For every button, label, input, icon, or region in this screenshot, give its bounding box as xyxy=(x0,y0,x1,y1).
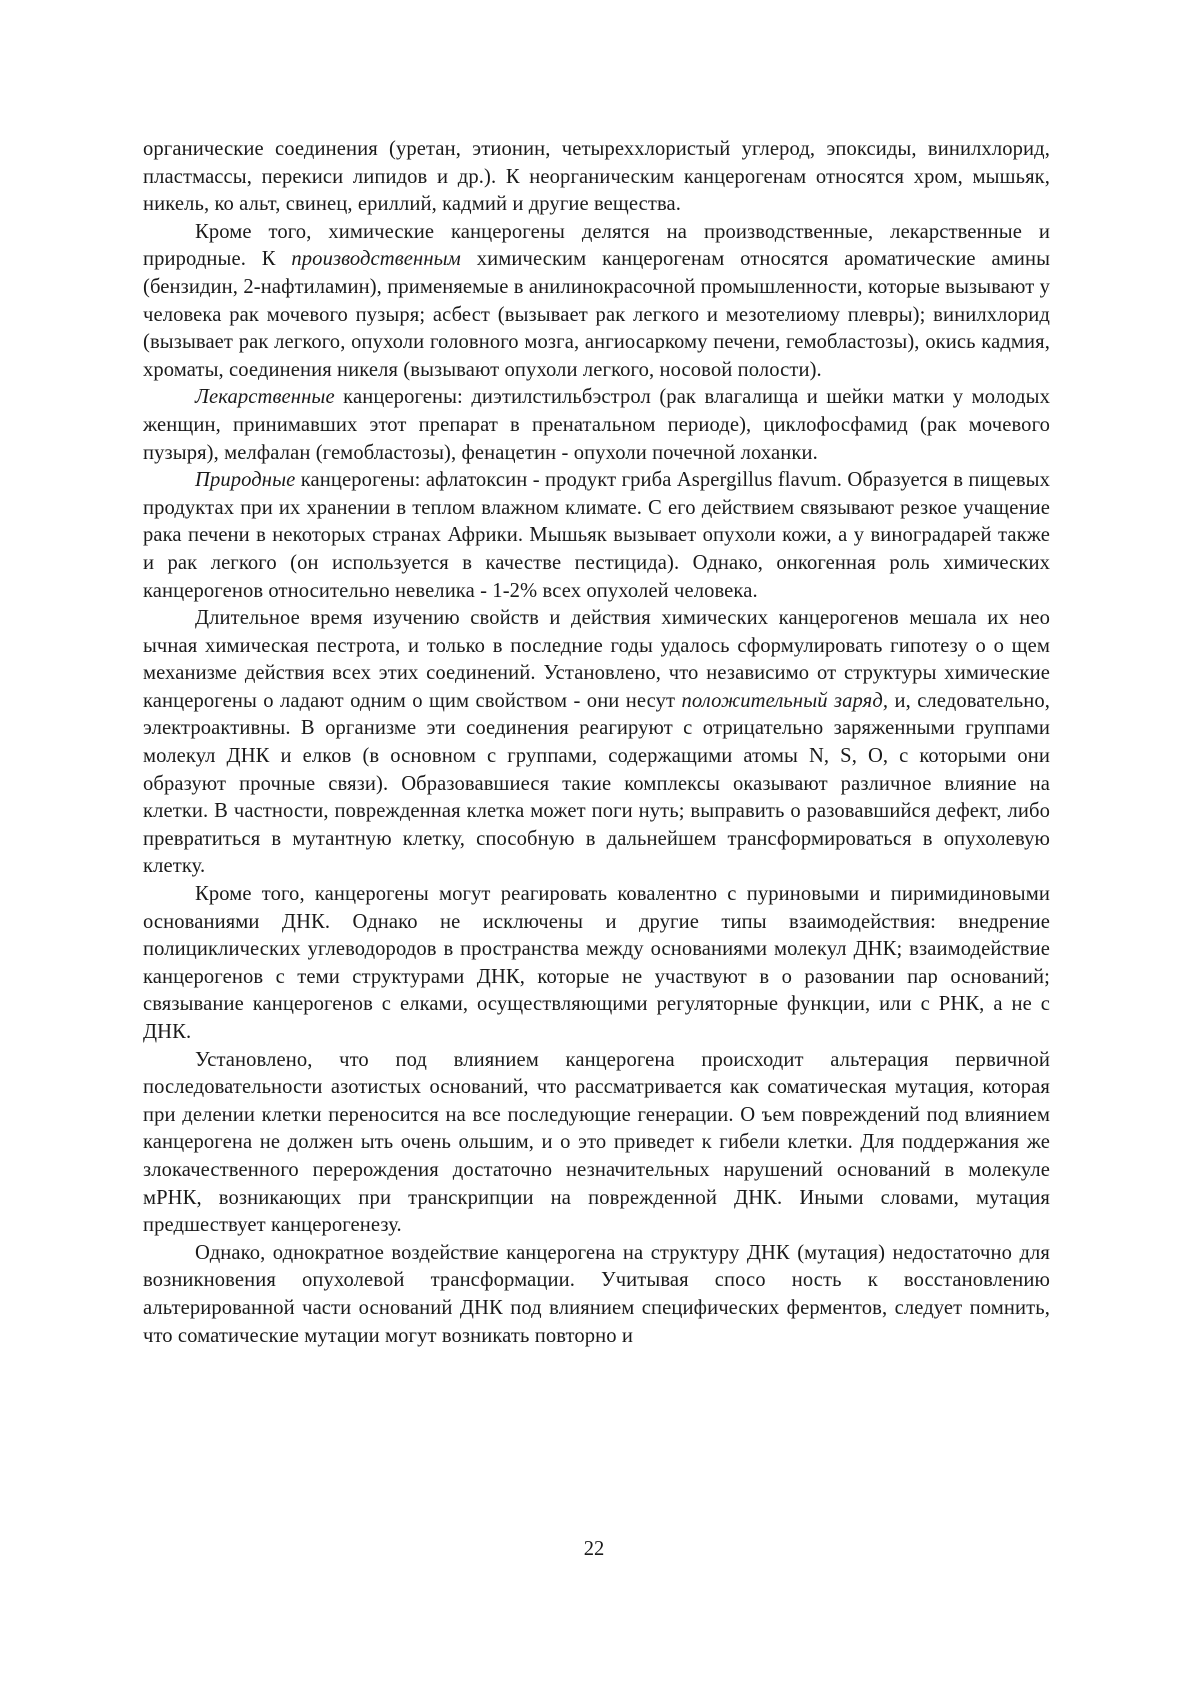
text-segment: и, следовательно, электроактивны. В организме эти соединения реагируют с отрицательно заряженными группами молекул ДНК и елков (в основном с группами, содержащими атомы N, S, O, с которыми они образуют прочные связи). Образовавшиеся такие комплексы оказывают различное влияние на клетки. В частности, поврежденная клетка может поги нуть; выправить о разовавшийся дефект, либо превратиться в мутантную клетку, способную в дальнейшем трансформироваться в опухолевую клетку. xyxy=(143,689,1050,878)
paragraph xyxy=(143,136,1050,219)
paragraph xyxy=(143,605,1050,881)
page-number: 22 xyxy=(583,1538,605,1560)
text-segment: Длительное время изучению свойств и действия химических канцерогенов мешала их нео ычная химическая пестрота, и только в последние годы удалось сформулировать гипотезу о о щем механизме действия всех этих соединений. Установлено, что независимо от структуры химические канцерогены о ладают одним о щим свойством - они несут xyxy=(143,607,1050,712)
italic-term: положительный заряд, xyxy=(681,689,889,712)
paragraph xyxy=(143,467,1050,605)
text-segment: Установлено, что под влиянием канцерогена происходит альтерация первичной последовательности азотистых оснований, что рассматривается как соматическая мутация, которая при делении клетки переносится на все последующие генерации. О ъем повреждений под влиянием канцерогена не должен ыть очень ольшим, и о это приведет к гибели клетки. Для поддержания же злокачественного перерождения достаточно незначительных нарушений оснований в молекуле мРНК, возникающих при транскрипции на поврежденной ДНК. Иными словами, мутация предшествует канцерогенезу. xyxy=(143,1048,1050,1237)
text-segment: канцерогены: диэтилстильбэстрол (рак влагалища и шейки матки у молодых женщин, принимавших этот препарат в пренатальном периоде), циклофосфамид (рак мочевого пузыря), мелфалан (гемобластозы), фенацетин - опухоли почечной лоханки. xyxy=(143,386,1050,464)
text-segment: химическим канцерогенам относятся ароматические амины (бензидин, 2-нафтиламин), применяемые в анилинокрасочной промышленности, которые вызывают у человека рак мочевого пузыря; асбест (вызывает рак легкого и мезотелиому плевры); винилхлорид (вызывает рак легкого, опухоли головного мозга, ангиосаркому печени, гемобластозы), окись кадмия, хроматы, соединения никеля (вызывают опухоли легкого, носовой полости). xyxy=(143,248,1051,381)
body-text xyxy=(143,136,1050,1350)
italic-term: Лекарственные xyxy=(195,386,335,409)
text-segment: канцерогены: афлатоксин - продукт гриба Aspergillus flavum. Образуется в пищевых продуктах при их хранении в теплом влажном климате. С его действием связывают резкое учащение рака печени в некоторых странах Африки. Мышьяк вызывает опухоли кожи, а у виноградарей также и рак легкого (он используется в качестве пестицида). Однако, онкогенная роль химических канцерогенов относительно невелика - 1-2% всех опухолей человека. xyxy=(143,469,1050,602)
italic-term: производственным xyxy=(291,248,461,271)
paragraph xyxy=(143,384,1050,467)
text-segment: Кроме того, химические канцерогены делятся на производственные, лекарственные и природные. К xyxy=(143,220,1050,271)
text-segment: Однако, однократное воздействие канцерогена на структуру ДНК (мутация) недостаточно для возникновения опухолевой трансформации. Учитывая спосо ность к восстановлению альтерированной части оснований ДНК под влиянием специфических ферментов, следует помнить, что соматические мутации могут возникать повторно и xyxy=(143,1241,1050,1347)
paragraph xyxy=(143,881,1050,1047)
paragraph xyxy=(143,1047,1050,1240)
text-segment: органические соединения (уретан, этионин, четыреххлористый углерод, эпоксиды, винилхлорид, пластмассы, перекиси липидов и др.). К неорганическим канцерогенам относятся хром, мышьяк, никель, ко альт, свинец, ериллий, кадмий и другие вещества. xyxy=(143,138,1050,216)
paragraph xyxy=(143,219,1050,385)
text-segment: Кроме того, канцерогены могут реагировать ковалентно с пуриновыми и пиримидиновыми основаниями ДНК. Однако не исключены и другие типы взаимодействия: внедрение полициклических углеводородов в пространства между основаниями молекул ДНК; взаимодействие канцерогенов с теми структурами ДНК, которые не участвуют в о разовании пар оснований; связывание канцерогенов с елками, осуществляющими регуляторные функции, или с РНК, а не с ДНК. xyxy=(143,883,1050,1043)
italic-term: Природные xyxy=(195,469,296,492)
paragraph xyxy=(143,1240,1050,1350)
